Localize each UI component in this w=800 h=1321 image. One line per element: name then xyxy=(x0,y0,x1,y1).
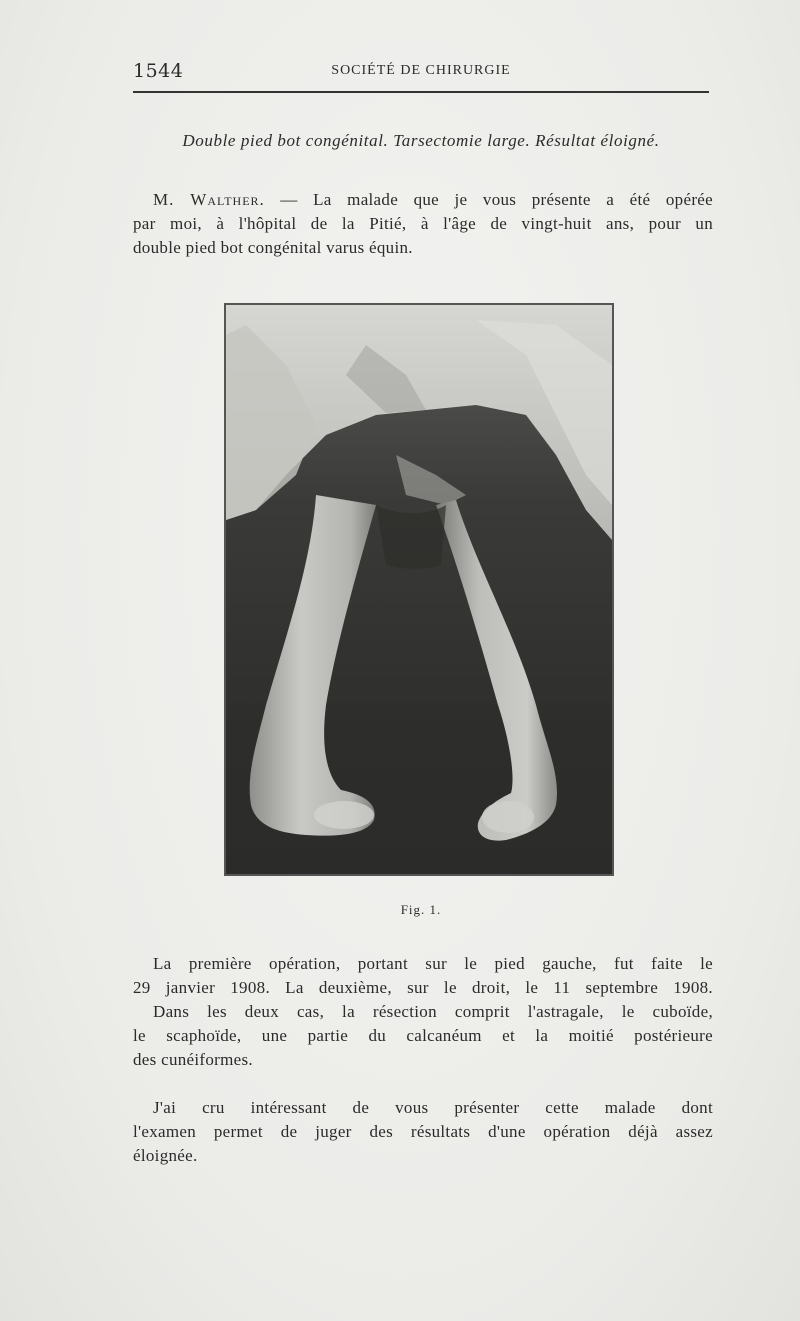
paragraph-resection xyxy=(133,1000,713,1072)
paragraph-first-operation xyxy=(133,952,713,1000)
article-title: Double pied bot congénital. Tarsectomie large. Résultat éloigné. xyxy=(182,131,660,150)
paragraph-conclusion xyxy=(133,1096,713,1168)
photograph-legs-club-feet xyxy=(226,305,612,874)
figure-caption: Fig. 1. xyxy=(400,902,442,917)
header-rule xyxy=(133,91,709,93)
figure-photograph xyxy=(224,303,614,876)
paragraph1-line-2: 29 janvier 1908. La deuxième, sur le droit, le 11 septembre 1908. xyxy=(133,978,713,997)
paragraph1-line-1: La première opération, portant sur le pied gauche, fut faite le xyxy=(153,954,713,973)
paragraph2-line-1: Dans les deux cas, la résection comprit l'astragale, le cuboïde, xyxy=(153,1002,713,1021)
page-number: 1544 xyxy=(133,60,184,82)
running-head xyxy=(133,58,709,84)
paragraph3-line-3: éloignée. xyxy=(133,1146,198,1165)
intro-line-3: double pied bot congénital varus équin. xyxy=(133,238,413,257)
paragraph3-line-1: J'ai cru intéressant de vous présenter cette malade dont xyxy=(153,1098,713,1117)
journal-title: SOCIÉTÉ DE CHIRURGIE xyxy=(331,63,511,78)
intro-paragraph xyxy=(133,188,713,260)
paragraph2-line-3: des cunéiformes. xyxy=(133,1050,253,1069)
intro-line-2: par moi, à l'hôpital de la Pitié, à l'âge de vingt-huit ans, pour un xyxy=(133,214,713,233)
paragraph2-line-2: le scaphoïde, une partie du calcanéum et la moitié postérieure xyxy=(133,1026,713,1045)
paragraph3-line-2: l'examen permet de juger des résultats d'une opération déjà assez xyxy=(133,1122,713,1141)
speaker-name: M. Walther. xyxy=(153,190,265,209)
intro-line-1: M. Walther. — La malade que je vous présente a été opérée xyxy=(153,190,713,209)
